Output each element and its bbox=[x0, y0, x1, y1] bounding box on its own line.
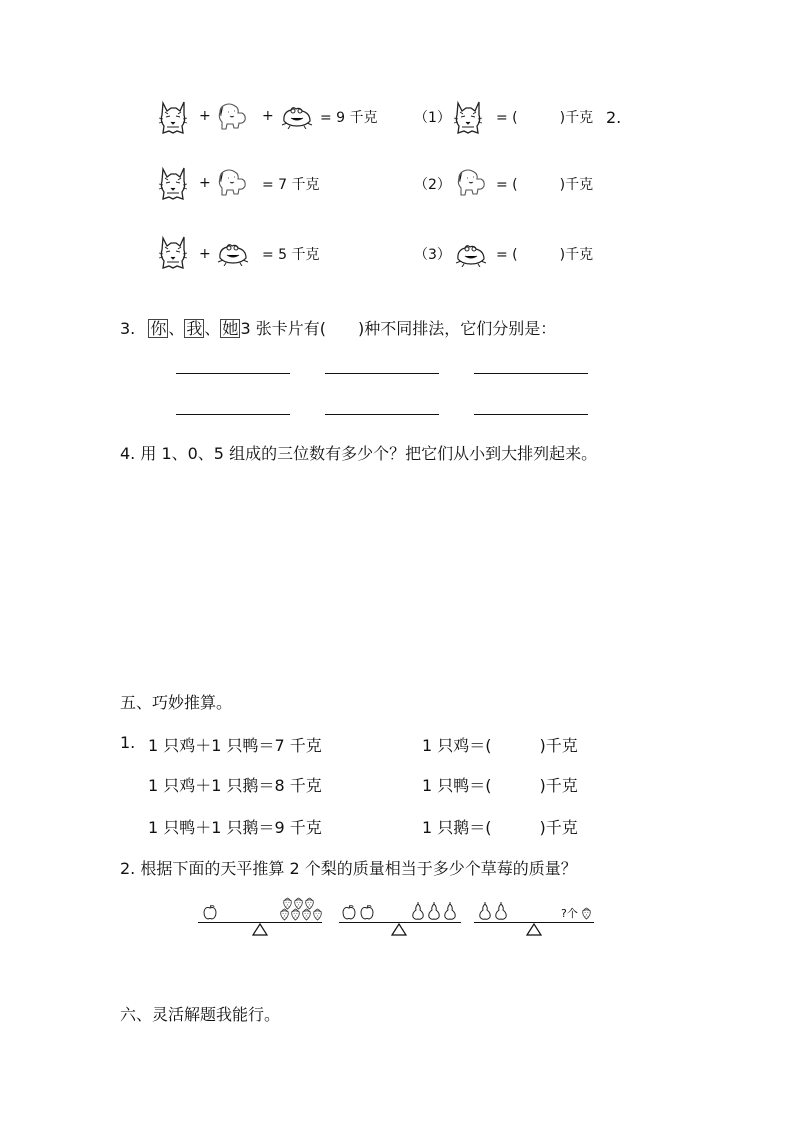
equation-answer: 1 只鸭＝( )千克 bbox=[422, 776, 578, 795]
section-title: 五、巧妙推算。 bbox=[120, 693, 233, 712]
plus-sign: + bbox=[199, 175, 211, 191]
plus-sign: + bbox=[262, 108, 274, 124]
pear-icon bbox=[411, 902, 425, 920]
fulcrum-icon bbox=[526, 923, 542, 936]
answer-line[interactable] bbox=[176, 373, 290, 374]
plus-sign: + bbox=[199, 108, 211, 124]
pear-icon bbox=[478, 902, 492, 920]
answer-line[interactable] bbox=[176, 414, 290, 415]
plus-sign: + bbox=[199, 246, 211, 262]
equation-left: 1 只鸭＋1 只鹅＝9 千克 bbox=[148, 818, 322, 837]
question-number: 2. bbox=[606, 108, 622, 127]
strawberry-icon bbox=[279, 908, 290, 921]
card-ta: 她 bbox=[222, 319, 239, 338]
pear-icon bbox=[494, 902, 508, 920]
equation-left: 1 只鸡＋1 只鸭＝7 千克 bbox=[148, 736, 322, 755]
answer-line[interactable] bbox=[474, 373, 588, 374]
card-wo: 我 bbox=[186, 319, 203, 338]
sub-question-label: （1） bbox=[414, 110, 451, 126]
dog-icon bbox=[215, 100, 249, 132]
sub-question-label: （2） bbox=[414, 177, 451, 193]
equation-result: = 9 千克 bbox=[320, 110, 378, 126]
apple-icon bbox=[341, 904, 357, 920]
separator: 、 bbox=[168, 319, 185, 338]
answer-blank: = ( )千克 bbox=[496, 247, 594, 263]
apple-icon bbox=[202, 904, 218, 920]
answer-line[interactable] bbox=[325, 373, 439, 374]
separator: 、 bbox=[204, 319, 221, 338]
equation-answer: 1 只鹅＝( )千克 bbox=[422, 818, 578, 837]
answer-line[interactable] bbox=[474, 414, 588, 415]
question-number: 1. bbox=[120, 733, 136, 752]
dog-icon bbox=[454, 166, 488, 198]
frog-icon bbox=[454, 241, 488, 267]
sub-question-label: （3） bbox=[414, 247, 451, 263]
strawberry-icon bbox=[290, 908, 301, 921]
section-title: 六、灵活解题我能行。 bbox=[120, 1005, 281, 1024]
fulcrum-icon bbox=[252, 923, 268, 936]
answer-blank: = ( )千克 bbox=[496, 110, 594, 126]
equation-left: 1 只鸡＋1 只鹅＝8 千克 bbox=[148, 776, 322, 795]
strawberry-icon bbox=[301, 908, 312, 921]
question-number: 3. bbox=[120, 319, 136, 338]
question-3 bbox=[120, 316, 556, 339]
pear-icon bbox=[427, 902, 441, 920]
question-4: 4. 用 1、0、5 组成的三位数有多少个？把它们从小到大排列起来。 bbox=[120, 444, 598, 463]
equation-result: = 5 千克 bbox=[262, 247, 320, 263]
question-2-text: 2. 根据下面的天平推算 2 个梨的质量相当于多少个草莓的质量？ bbox=[120, 859, 577, 878]
cat-icon bbox=[157, 165, 189, 201]
dog-icon bbox=[215, 166, 249, 198]
cat-icon bbox=[157, 99, 189, 135]
fulcrum-icon bbox=[391, 923, 407, 936]
apple-icon bbox=[359, 904, 375, 920]
frog-icon bbox=[216, 240, 250, 266]
equation-answer: 1 只鸡＝( )千克 bbox=[422, 736, 578, 755]
card-ni: 你 bbox=[150, 319, 167, 338]
cat-icon bbox=[157, 234, 189, 270]
answer-line[interactable] bbox=[325, 414, 439, 415]
frog-icon bbox=[280, 103, 314, 129]
unknown-count-label: ?个 bbox=[561, 907, 578, 920]
question-text: 3 张卡片有( )种不同排法，它们分别是： bbox=[240, 319, 557, 338]
equation-result: = 7 千克 bbox=[262, 177, 320, 193]
strawberry-icon bbox=[581, 907, 592, 920]
answer-blank: = ( )千克 bbox=[496, 177, 594, 193]
cat-icon bbox=[452, 99, 484, 135]
strawberry-icon bbox=[312, 908, 323, 921]
pear-icon bbox=[443, 902, 457, 920]
